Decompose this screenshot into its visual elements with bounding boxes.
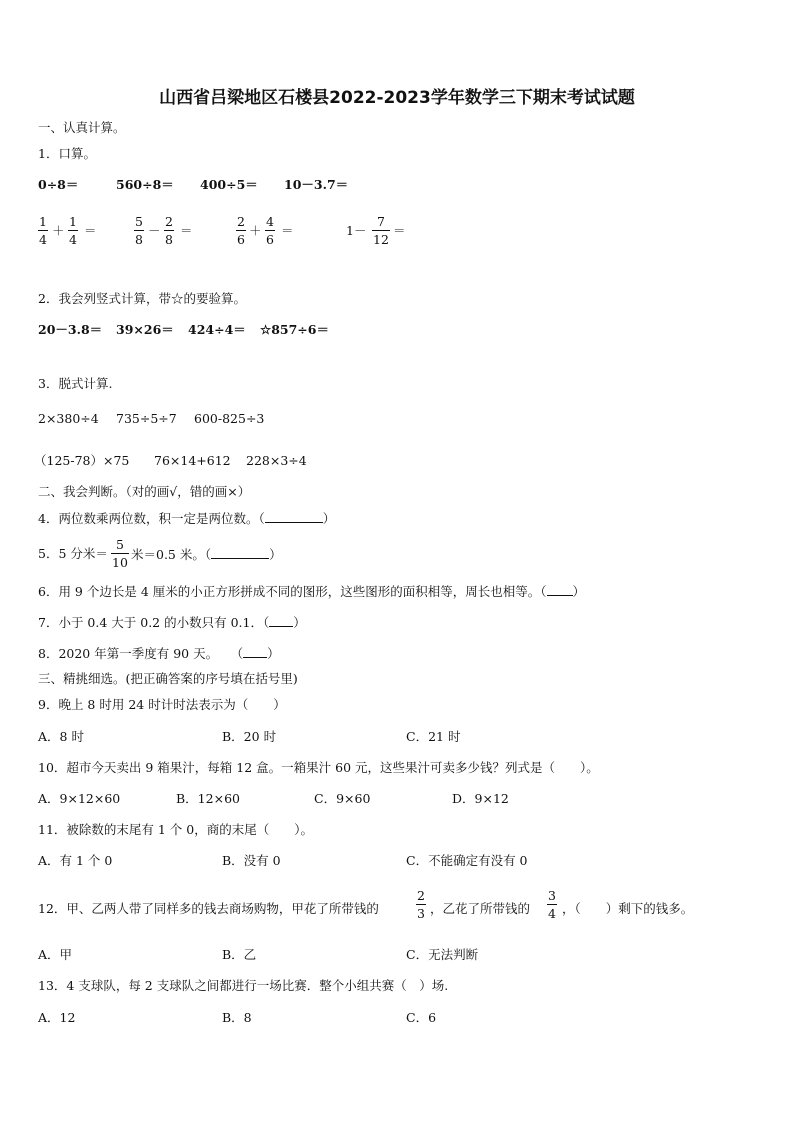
q9-option-a: A．8 时 [38, 729, 84, 744]
q3-item-1: 2×380÷4 [38, 411, 99, 426]
q1-oral-2: 560÷8＝ [116, 177, 174, 192]
q12-option-b: B．乙 [222, 947, 257, 962]
fraction-2a: 5 8 [135, 214, 143, 247]
answer-blank[interactable] [547, 583, 573, 596]
q7-text: 7．小于 0.4 大于 0.2 的小数只有 0.1．（ ） [38, 615, 306, 630]
q5-prefix: 5．5 分米＝ [38, 546, 108, 561]
section-3-heading: 三、精挑细选。(把正确答案的序号填在括号里) [38, 671, 298, 686]
eq-1: ＝ [84, 223, 97, 238]
answer-blank[interactable] [269, 614, 293, 627]
fraction-1a: 1 4 [39, 214, 47, 247]
answer-blank[interactable] [243, 645, 267, 658]
q4-text: 4．两位数乘两位数，积一定是两位数。（ ） [38, 511, 336, 526]
q10-option-d: D．9×12 [452, 791, 509, 806]
q11-option-b: B．没有 0 [222, 853, 281, 868]
q3-item-2: 735÷5÷7 [116, 411, 177, 426]
eq-4: ＝ [393, 223, 406, 238]
q12-suffix: ，（ ）剩下的钱多。 [562, 901, 694, 916]
q1-oral-3: 400÷5＝ [200, 177, 258, 192]
eq-3: ＝ [281, 223, 294, 238]
page-title: 山西省吕梁地区石楼县2022-2023学年数学三下期末考试试题 [159, 88, 635, 108]
q8-text: 8．2020 年第一季度有 90 天。 （ ） [38, 646, 280, 661]
q3-item-5: 76×14+612 [154, 453, 231, 468]
fraction-2b: 2 8 [165, 214, 173, 247]
q13-option-a: A．12 [38, 1010, 76, 1025]
q9-option-c: C．21 时 [406, 729, 461, 744]
q3-item-6: 228×3÷4 [246, 453, 307, 468]
fraction-4: 7 12 [373, 214, 389, 247]
q5-fraction: 5 10 [112, 537, 128, 570]
q1-oral-4: 10－3.7＝ [284, 177, 349, 192]
q1-oral-1: 0÷8＝ [38, 177, 79, 192]
expr-4-prefix: 1－ [346, 223, 367, 238]
fraction-1b: 1 4 [69, 214, 77, 247]
q1-label: 1．口算。 [38, 146, 96, 161]
q12-middle: ，乙花了所带钱的 [430, 901, 531, 916]
section-1-heading: 一、认真计算。 [38, 120, 126, 135]
op-2: － [148, 223, 161, 238]
fraction-3a: 2 6 [237, 214, 245, 247]
q13-text: 13．4 支球队，每 2 支球队之间都进行一场比赛．整个小组共赛（ ）场. [38, 978, 449, 993]
op-1: ＋ [52, 223, 65, 238]
answer-blank[interactable] [265, 510, 323, 523]
q2-item-1: 20－3.8＝ [38, 322, 103, 337]
eq-2: ＝ [180, 223, 193, 238]
q2-item-2: 39×26＝ [116, 322, 174, 337]
q12-option-c: C．无法判断 [406, 947, 479, 962]
q12-fraction-1: 2 3 [417, 888, 425, 921]
q3-item-3: 600-825÷3 [194, 411, 265, 426]
q2-label: 2．我会列竖式计算，带☆的要验算。 [38, 291, 246, 306]
q13-option-b: B．8 [222, 1010, 252, 1025]
q10-option-c: C．9×60 [314, 791, 371, 806]
q9-option-b: B．20 时 [222, 729, 277, 744]
q11-option-c: C．不能确定有没有 0 [406, 853, 528, 868]
q12-option-a: A．甲 [38, 947, 73, 962]
q2-item-4: ☆857÷6＝ [260, 322, 329, 337]
answer-blank[interactable] [211, 546, 269, 559]
q2-item-3: 424÷4＝ [188, 322, 246, 337]
q12-prefix: 12．甲、乙两人带了同样多的钱去商场购物，甲花了所带钱的 [38, 901, 379, 916]
q10-text: 10．超市今天卖出 9 箱果汁，每箱 12 盒。一箱果汁 60 元，这些果汁可卖多少钱？列式是（ ）。 [38, 760, 599, 775]
section-2-heading: 二、我会判断。（对的画√，错的画×） [38, 484, 251, 499]
q9-text: 9．晚上 8 时用 24 时计时法表示为（ ） [38, 697, 286, 712]
q10-option-b: B．12×60 [176, 791, 240, 806]
q11-option-a: A．有 1 个 0 [38, 853, 113, 868]
q10-option-a: A．9×12×60 [38, 791, 121, 806]
q13-option-c: C．6 [406, 1010, 437, 1025]
q6-text: 6．用 9 个边长是 4 厘米的小正方形拼成不同的图形，这些图形的面积相等，周长也相等。（ ） [38, 584, 586, 599]
op-3: ＋ [249, 223, 262, 238]
q11-text: 11．被除数的末尾有 1 个 0，商的末尾（ ）。 [38, 822, 313, 837]
q3-label: 3．脱式计算. [38, 376, 113, 391]
q3-item-4: （125-78）×75 [34, 453, 130, 468]
q5-text: 米＝0.5 米。（ ） [131, 547, 282, 562]
q12-fraction-2: 3 4 [548, 888, 556, 921]
fraction-3b: 4 6 [266, 214, 274, 247]
